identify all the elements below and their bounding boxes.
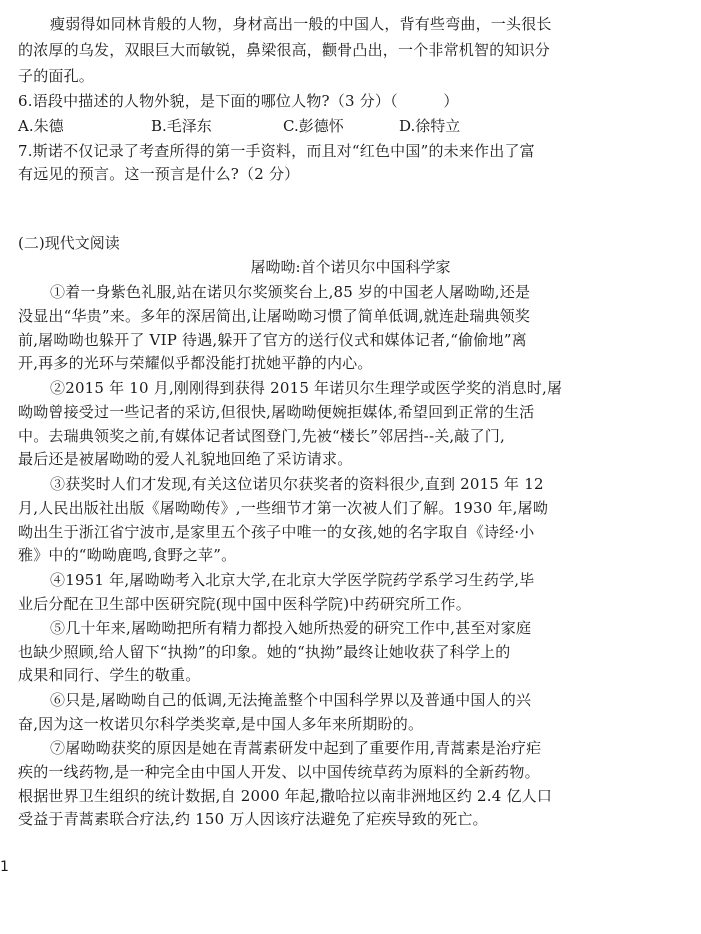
paragraph-line: 前,屠呦呦也躲开了 VIP 待遇,躲开了官方的送行仪式和媒体记者,“偷偷地”离 [18,331,527,349]
paragraph-line: 奋,因为这一枚诺贝尔科学类奖章,是中国人多年来所期盼的。 [18,715,424,733]
paragraph-line: 成果和同行、学生的敬重。 [18,666,201,684]
paragraph-line: 月,人民出版社出版《屠呦呦传》,一些细节才第一次被人们了解。1930 年,屠呦 [18,499,549,517]
paragraph-line: ⑤几十年来,屠呦呦把所有精力都投入她所热爱的研究工作中,甚至对家庭 [50,619,532,637]
paragraph-line: 最后还是被屠呦呦的爱人礼貌地回绝了采访请求。 [18,450,353,468]
page-number: 1 [0,859,9,875]
article-title: 屠呦呦:首个诺贝尔中国科学家 [250,258,451,276]
paragraph-line: ②2015 年 10 月,刚刚得到获得 2015 年诺贝尔生理学或医学奖的消息时,屠 [50,379,563,397]
paragraph-line: 呦呦曾接受过一些记者的采访,但很快,屠呦呦便婉拒媒体,希望回到正常的生活 [18,403,535,421]
paragraph-line: 业后分配在卫生部中医研究院(现中国中医科学院)中药研究所工作。 [18,595,471,613]
option-a: A.朱德 [18,117,64,135]
question-7-line: 7.斯诺不仅记录了考查所得的第一手资料，而且对“红色中国”的未来作出了富 [18,142,535,160]
paragraph-line: 也缺少照顾,给人留下“执拗”的印象。她的“执拗”最终让她收获了科学上的 [18,643,511,661]
question-6-options [18,115,683,137]
paragraph-line: 根据世界卫生组织的统计数据,自 2000 年起,撒哈拉以南非洲地区约 2.4 亿人口 [18,787,553,805]
paragraph-line: 疾的一线药物,是一种完全由中国人开发、以中国传统草药为原料的全新药物。 [18,763,540,781]
paragraph-line: ⑥只是,屠呦呦自己的低调,无法掩盖整个中国科学界以及普通中国人的兴 [50,691,532,709]
paragraph-line: 受益于青蒿素联合疗法,约 150 万人因该疗法避免了疟疾导致的死亡。 [18,810,488,828]
section-title: (二)现代文阅读 [18,234,120,252]
intro-line: 瘦弱得如同林肯般的人物，身材高出一般的中国人，背有些弯曲，一头很长 [50,15,552,33]
question-7-line: 有远见的预言。这一预言是什么?（2 分） [18,165,300,183]
intro-line: 的浓厚的乌发，双眼巨大而敏锐，鼻梁很高，颧骨凸出，一个非常机智的知识分 [18,41,551,59]
paragraph-line: 雅》中的“呦呦鹿鸣,食野之苹”。 [18,546,237,564]
question-6: 6.语段中描述的人物外貌，是下面的哪位人物?（3 分）（ ） [18,92,459,110]
intro-line: 子的面孔。 [18,67,95,85]
paragraph-line: 开,再多的光环与荣耀似乎都没能打扰她平静的内心。 [18,354,373,372]
paragraph-line: 呦出生于浙江省宁波市,是家里五个孩子中唯一的女孩,她的名字取自《诗经·小 [18,523,535,541]
paragraph-line: ⑦屠呦呦获奖的原因是她在青蒿素研发中起到了重要作用,青蒿素是治疗疟 [50,739,542,757]
paragraph-line: 没显出“华贵”来。多年的深居简出,让屠呦呦习惯了简单低调,就连赴瑞典领奖 [18,307,531,325]
option-c: C.彭德怀 [283,117,344,135]
paragraph-line: ①着一身紫色礼服,站在诺贝尔奖颁奖台上,85 岁的中国老人屠呦呦,还是 [50,283,531,301]
paragraph-line: ④1951 年,屠呦呦考入北京大学,在北京大学医学院药学系学习生药学,毕 [50,571,535,589]
paragraph-line: ③获奖时人们才发现,有关这位诺贝尔获奖者的资料很少,直到 2015 年 12 [50,475,544,493]
paragraph-line: 中。去瑞典领奖之前,有媒体记者试图登门,先被“楼长”邻居挡--关,敲了门, [18,427,505,445]
option-b: B.毛泽东 [151,117,212,135]
option-d: D.徐特立 [399,117,461,135]
